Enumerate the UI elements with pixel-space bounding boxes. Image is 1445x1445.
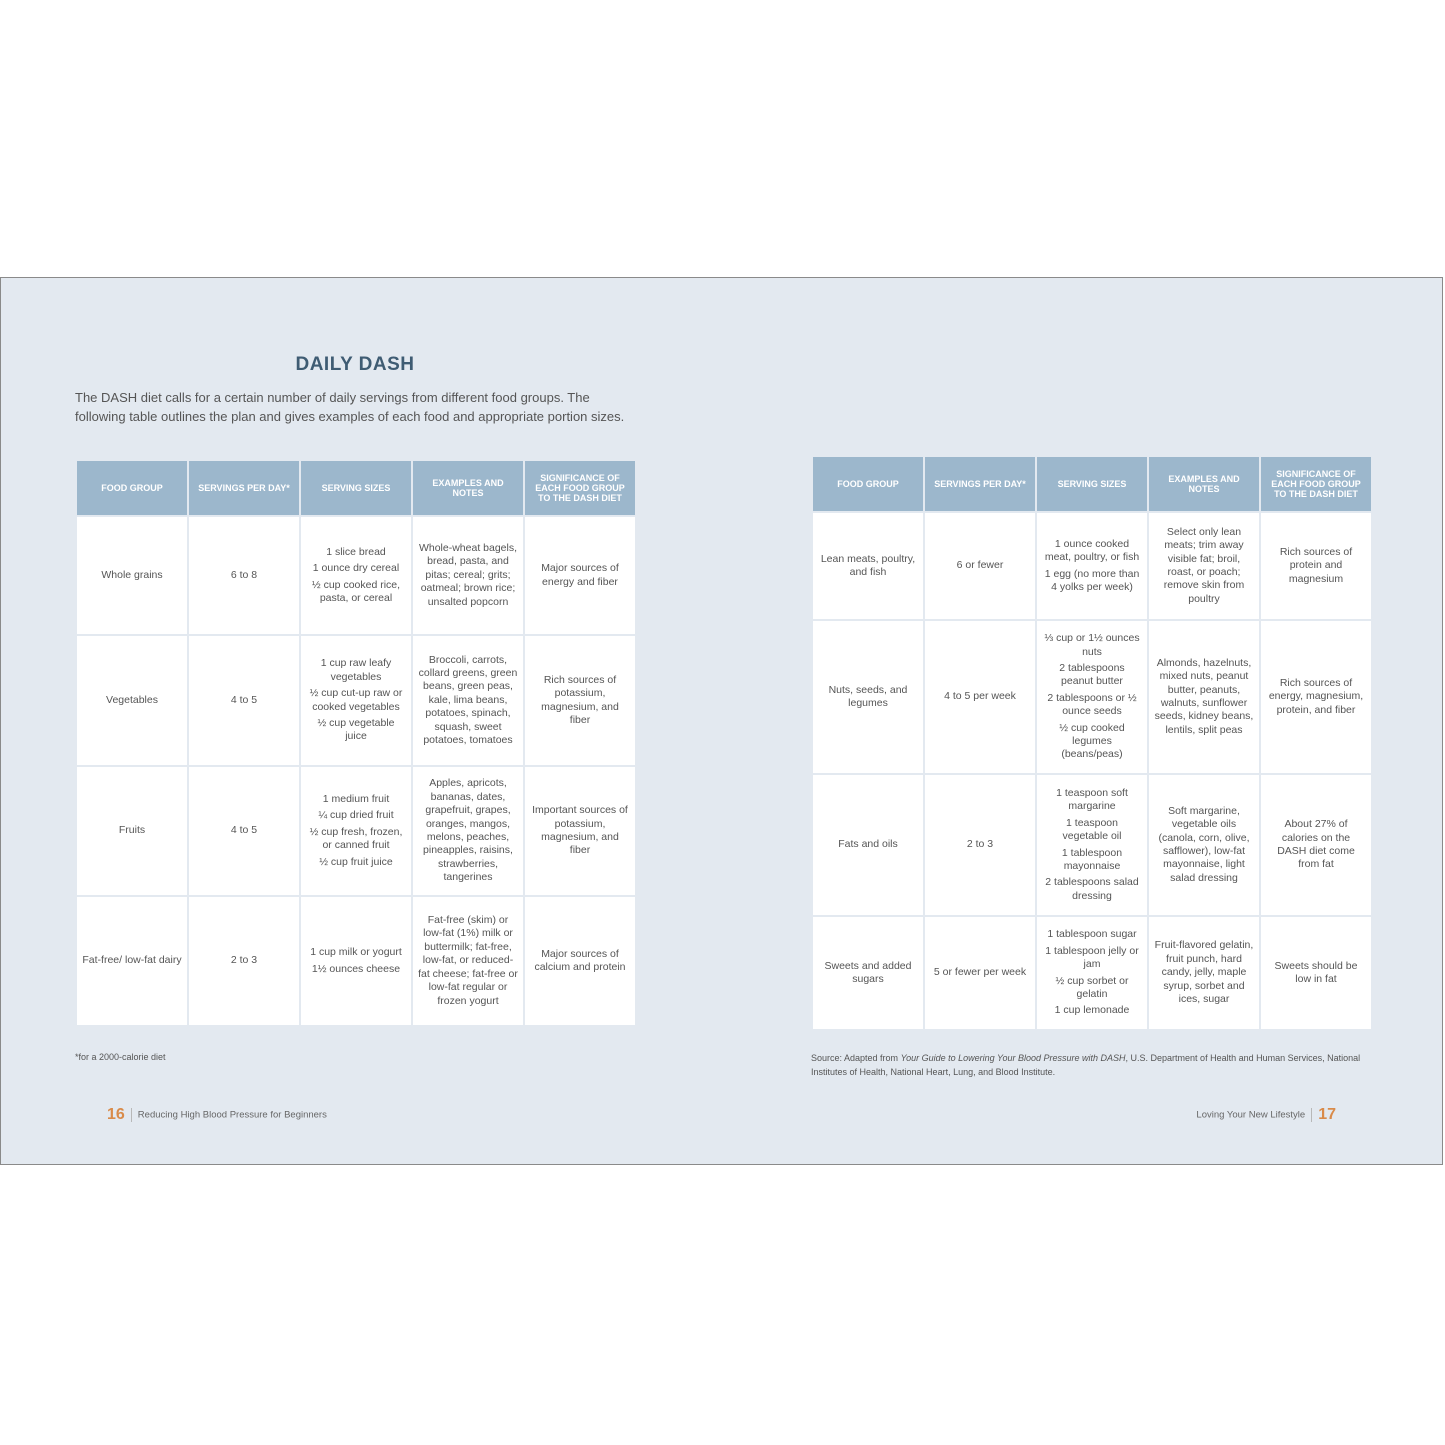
serving-size-item: 1½ ounces cheese [311, 962, 401, 975]
cell-significance: About 27% of calories on the DASH diet come from fat [1261, 775, 1371, 915]
page-title: DAILY DASH [295, 354, 415, 375]
serving-size-item: 1 slice bread [326, 545, 386, 558]
cell-serving-sizes [301, 767, 411, 895]
folio-right [1196, 1106, 1336, 1124]
cell-examples: Almonds, hazelnuts, mixed nuts, peanut butter, peanuts, walnuts, sunflower seeds, kidney beans, lentils, split peas [1149, 621, 1259, 773]
cell-examples: Select only lean meats; trim away visible fat; broil, roast, or poach; remove skin from poultry [1149, 513, 1259, 619]
table-body-left [77, 517, 635, 1025]
header-servings: SERVINGS PER DAY* [189, 461, 299, 515]
cell-examples: Fruit-flavored gelatin, fruit punch, hard candy, jelly, maple syrup, sorbet and ices, sugar [1149, 917, 1259, 1029]
cell-serving-sizes [301, 517, 411, 634]
serving-size-item: ½ cup cooked rice, pasta, or cereal [311, 578, 401, 604]
serving-size-item: 1 cup lemonade [1054, 1004, 1130, 1017]
page-number-right: 17 [1318, 1106, 1336, 1123]
cell-servings: 4 to 5 per week [925, 621, 1035, 773]
source-citation [811, 1051, 1371, 1079]
serving-size-item: 1 ounce cooked meat, poultry, or fish [1044, 537, 1140, 564]
folio-left [107, 1106, 327, 1124]
cell-food-group: Whole grains [77, 517, 187, 634]
source-prefix: Source: Adapted from [811, 1053, 901, 1063]
cell-servings: 6 to 8 [189, 517, 299, 634]
cell-food-group: Vegetables [77, 636, 187, 765]
serving-size-item: 1 cup raw leafy vegetables [320, 657, 392, 683]
cell-significance: Important sources of potassium, magnesium, and fiber [525, 767, 635, 895]
serving-size-item: ½ cup fruit juice [319, 855, 393, 868]
serving-size-item: 1 tablespoon jelly or jam [1045, 944, 1139, 971]
cell-food-group: Fruits [77, 767, 187, 895]
cell-serving-sizes [1037, 621, 1147, 773]
dash-table-right [811, 455, 1373, 1031]
table-header-row [813, 457, 1371, 511]
cell-serving-sizes [1037, 513, 1147, 619]
footnote: *for a 2000-calorie diet [75, 1052, 166, 1062]
table-body-right [813, 513, 1371, 1029]
cell-examples: Apples, apricots, bananas, dates, grapefruit, grapes, oranges, mangos, melons, peaches, pineapples, raisins, strawberries, tangerines [413, 767, 523, 895]
source-suffix: , U.S. Department of Health and Human Services, National Institutes of Health, National Heart, Lung, and Blood Institute. [811, 1053, 1361, 1077]
serving-size-item: ¼ cup dried fruit [318, 809, 394, 822]
serving-size-item: ½ cup cooked legumes (beans/peas) [1059, 721, 1125, 761]
header-examples: EXAMPLES AND NOTES [413, 461, 523, 515]
book-spread [0, 277, 1443, 1165]
cell-significance: Rich sources of potassium, magnesium, and fiber [525, 636, 635, 765]
table-row [813, 621, 1371, 773]
serving-size-item: ⅓ cup or 1½ ounces nuts [1044, 632, 1140, 658]
table-row [813, 513, 1371, 619]
page-number-left: 16 [107, 1106, 125, 1123]
header-significance: SIGNIFICANCE OF EACH FOOD GROUP TO THE DASH DIET [525, 461, 635, 515]
cell-food-group: Sweets and added sugars [813, 917, 923, 1029]
cell-serving-sizes [301, 897, 411, 1025]
folio-divider [1311, 1108, 1312, 1122]
serving-size-item: 2 tablespoons or ½ ounce seeds [1047, 691, 1137, 718]
serving-size-item: ½ cup fresh, frozen, or canned fruit [309, 825, 403, 852]
cell-significance: Rich sources of protein and magnesium [1261, 513, 1371, 619]
intro-paragraph: The DASH diet calls for a certain number of daily servings from different food groups. The following table outlines the plan and gives examples of each food and appropriate portion sizes. [75, 390, 625, 424]
cell-food-group: Fat-free/ low-fat dairy [77, 897, 187, 1025]
serving-size-item: 1 tablespoon mayonnaise [1061, 846, 1123, 872]
cell-food-group: Nuts, seeds, and legumes [813, 621, 923, 773]
running-head-left: Reducing High Blood Pressure for Beginners [137, 1109, 327, 1121]
cell-serving-sizes [1037, 917, 1147, 1029]
dash-table-left [75, 459, 637, 1027]
cell-servings: 2 to 3 [189, 897, 299, 1025]
cell-significance: Sweets should be low in fat [1261, 917, 1371, 1029]
cell-examples: Soft margarine, vegetable oils (canola, corn, olive, safflower), low-fat mayonnaise, light salad dressing [1149, 775, 1259, 915]
table-row [813, 917, 1371, 1029]
cell-examples: Broccoli, carrots, collard greens, green beans, green peas, kale, lima beans, potatoes, spinach, squash, sweet potatoes, tomatoes [413, 636, 523, 765]
table-row [813, 775, 1371, 915]
cell-examples: Whole-wheat bagels, bread, pasta, and pitas; cereal; grits; oatmeal; brown rice; unsalted popcorn [413, 517, 523, 634]
header-significance: SIGNIFICANCE OF EACH FOOD GROUP TO THE DASH DIET [1261, 457, 1371, 511]
folio-divider [131, 1108, 132, 1122]
header-food-group: FOOD GROUP [813, 457, 923, 511]
header-examples: EXAMPLES AND NOTES [1149, 457, 1259, 511]
cell-food-group: Lean meats, poultry, and fish [813, 513, 923, 619]
header-serving-sizes: SERVING SIZES [1037, 457, 1147, 511]
cell-serving-sizes [301, 636, 411, 765]
serving-size-item: 1 egg (no more than 4 yolks per week) [1044, 567, 1140, 593]
cell-examples: Fat-free (skim) or low-fat (1%) milk or buttermilk; fat-free, low-fat, or reduced-fat cheese; fat-free or low-fat regular or frozen yogurt [413, 897, 523, 1025]
cell-significance: Major sources of energy and fiber [525, 517, 635, 634]
table-row [77, 517, 635, 634]
running-head-right: Loving Your New Lifestyle [1196, 1109, 1306, 1121]
serving-size-item: 1 tablespoon sugar [1047, 928, 1137, 941]
cell-servings: 6 or fewer [925, 513, 1035, 619]
serving-size-item: 2 tablespoons salad dressing [1045, 876, 1139, 902]
source-title: Your Guide to Lowering Your Blood Pressure with DASH [900, 1053, 1126, 1063]
cell-servings: 4 to 5 [189, 636, 299, 765]
serving-size-item: ½ cup cut-up raw or cooked vegetables [309, 687, 403, 713]
serving-size-item: 1 ounce dry cereal [312, 562, 400, 575]
serving-size-item: 1 teaspoon soft margarine [1056, 786, 1128, 813]
serving-size-item: 1 cup milk or yogurt [310, 946, 402, 959]
table-row [77, 767, 635, 895]
serving-size-item: 1 medium fruit [322, 792, 390, 805]
cell-servings: 4 to 5 [189, 767, 299, 895]
cell-servings: 5 or fewer per week [925, 917, 1035, 1029]
cell-significance: Major sources of calcium and protein [525, 897, 635, 1025]
table-header-row [77, 461, 635, 515]
header-serving-sizes: SERVING SIZES [301, 461, 411, 515]
header-food-group: FOOD GROUP [77, 461, 187, 515]
cell-food-group: Fats and oils [813, 775, 923, 915]
serving-size-item: ½ cup vegetable juice [317, 716, 395, 743]
cell-serving-sizes [1037, 775, 1147, 915]
table-row [77, 897, 635, 1025]
table-row [77, 636, 635, 765]
cell-significance: Rich sources of energy, magnesium, protein, and fiber [1261, 621, 1371, 773]
serving-size-item: 2 tablespoons peanut butter [1059, 661, 1125, 688]
cell-servings: 2 to 3 [925, 775, 1035, 915]
serving-size-item: 1 teaspoon vegetable oil [1062, 816, 1122, 843]
header-servings: SERVINGS PER DAY* [925, 457, 1035, 511]
serving-size-item: ½ cup sorbet or gelatin [1055, 974, 1129, 1000]
